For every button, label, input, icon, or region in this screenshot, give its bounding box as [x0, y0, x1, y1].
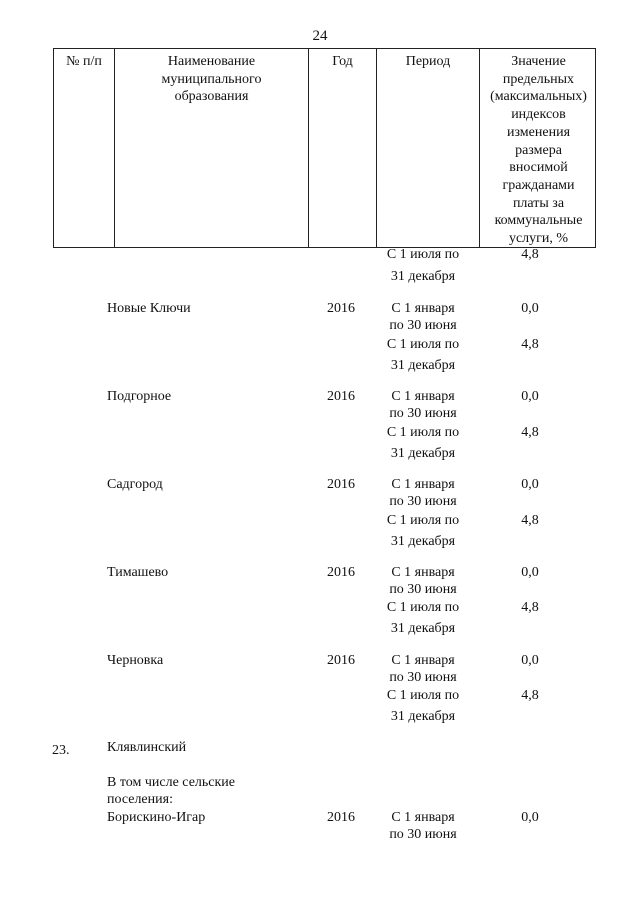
period-cell: С 1 июля по	[386, 337, 460, 352]
value-cell: 0,0	[521, 389, 539, 404]
header-value-line: предельных	[502, 71, 575, 87]
header-value	[480, 49, 597, 247]
settlement-name: Черновка	[107, 653, 164, 668]
period-cell: С 1 июля по	[386, 247, 460, 262]
page-number: 24	[312, 28, 328, 44]
period-cell: по 30 июня	[389, 582, 457, 597]
period-cell: 31 декабря	[390, 534, 456, 549]
header-num	[54, 49, 115, 247]
header-value-line: платы за	[512, 195, 565, 211]
period-cell: С 1 июля по	[386, 600, 460, 615]
value-cell: 4,8	[521, 425, 539, 440]
year-cell: 2016	[327, 301, 355, 316]
value-cell: 0,0	[521, 477, 539, 492]
header-period	[377, 49, 480, 247]
period-cell: по 30 июня	[389, 494, 457, 509]
period-cell: 31 декабря	[390, 358, 456, 373]
period-cell: 31 декабря	[390, 709, 456, 724]
settlement-name: Подгорное	[107, 389, 172, 404]
value-cell: 0,0	[521, 565, 539, 580]
period-cell: С 1 января	[391, 810, 455, 825]
header-value-line: размера	[515, 142, 562, 158]
header-name-line: образования	[174, 89, 249, 105]
year-cell: 2016	[327, 477, 355, 492]
year-cell: 2016	[327, 653, 355, 668]
value-cell: 0,0	[521, 653, 539, 668]
period-cell: по 30 июня	[389, 827, 457, 842]
settlement-name: Борискино-Игар	[107, 810, 206, 825]
subheading: поселения:	[107, 792, 173, 807]
header-name-text	[115, 49, 308, 106]
period-cell: 31 декабря	[390, 621, 456, 636]
period-cell: 31 декабря	[390, 269, 456, 284]
header-value-line: (максимальных)	[490, 89, 587, 105]
row-number: 23.	[52, 743, 70, 758]
period-cell: по 30 июня	[389, 318, 457, 333]
period-cell: С 1 января	[391, 653, 455, 668]
value-cell: 0,0	[521, 810, 539, 825]
header-value-line: индексов	[511, 107, 566, 123]
district-name: Клявлинский	[107, 740, 187, 755]
header-year	[309, 49, 377, 247]
settlement-name: Садгород	[107, 477, 163, 492]
header-value-line: коммунальные	[494, 213, 583, 229]
period-cell: С 1 июля по	[386, 688, 460, 703]
period-cell: С 1 января	[391, 565, 455, 580]
header-name-line: муниципального	[161, 71, 262, 87]
value-cell: 4,8	[521, 337, 539, 352]
table-header	[53, 48, 596, 248]
header-period-text: Период	[405, 54, 451, 69]
period-cell: по 30 июня	[389, 670, 457, 685]
period-cell: С 1 января	[391, 477, 455, 492]
period-cell: 31 декабря	[390, 446, 456, 461]
period-cell: по 30 июня	[389, 406, 457, 421]
header-value-line: Значение	[511, 54, 566, 69]
year-cell: 2016	[327, 565, 355, 580]
period-cell: С 1 июля по	[386, 425, 460, 440]
value-cell: 4,8	[521, 247, 539, 262]
header-value-line: изменения	[506, 124, 571, 140]
header-value-line: услуги, %	[508, 231, 569, 247]
subheading: В том числе сельские	[107, 775, 236, 790]
header-name	[115, 49, 309, 247]
period-cell: С 1 января	[391, 389, 455, 404]
period-cell: С 1 июля по	[386, 513, 460, 528]
header-value-line: гражданами	[502, 177, 575, 193]
header-name-line: Наименование	[167, 54, 256, 69]
settlement-name: Новые Ключи	[107, 301, 191, 316]
period-cell: С 1 января	[391, 301, 455, 316]
value-cell: 4,8	[521, 600, 539, 615]
settlement-name: Тимашево	[107, 565, 169, 580]
header-num-text: № п/п	[66, 54, 102, 69]
header-value-line: вносимой	[509, 160, 568, 176]
header-year-text: Год	[332, 54, 353, 69]
value-cell: 4,8	[521, 688, 539, 703]
year-cell: 2016	[327, 810, 355, 825]
value-cell: 0,0	[521, 301, 539, 316]
value-cell: 4,8	[521, 513, 539, 528]
year-cell: 2016	[327, 389, 355, 404]
header-value-text	[480, 49, 597, 248]
